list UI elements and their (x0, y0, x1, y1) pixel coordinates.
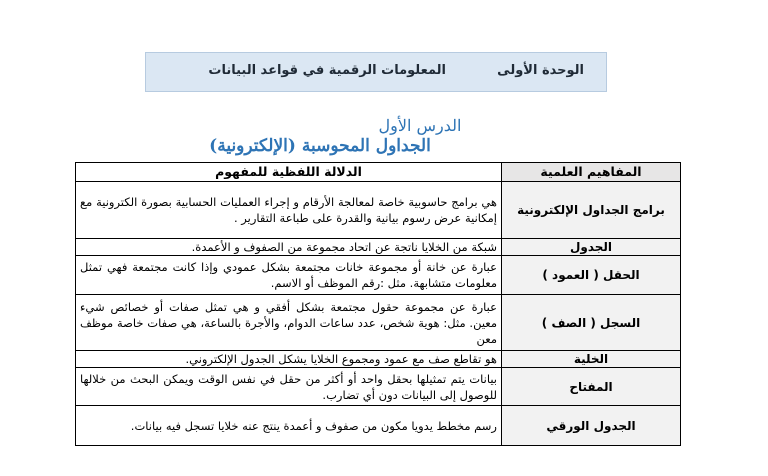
definition-cell: رسم مخطط يدويا مكون من صفوف و أعمدة ينتج عنه خلايا تسجل فيه بيانات. (76, 406, 502, 446)
lesson-number: الدرس الأول (378, 116, 462, 135)
table-row (76, 295, 681, 351)
term-cell: الخلية (502, 351, 681, 368)
unit-banner (145, 52, 607, 92)
header-meaning: الدلالة اللفظية للمفهوم (76, 163, 502, 182)
concepts-table (75, 162, 681, 446)
definition-cell: عبارة عن خانة أو مجموعة خانات مجتمعة بشكل عمودي وإذا كانت مجتمعة فهي تمثل معلومات متشابهة. مثل :رقم الموظف أو الاسم. (76, 256, 502, 295)
definition-cell: هو تقاطع صف مع عمود ومجموع الخلايا يشكل الجدول الإلكتروني. (76, 351, 502, 368)
term-cell: المفتاح (502, 368, 681, 406)
table-header-row (76, 163, 681, 182)
definition-cell: شبكة من الخلايا ناتجة عن اتحاد مجموعة من الصفوف و الأعمدة. (76, 239, 502, 256)
term-cell: الجدول (502, 239, 681, 256)
table-row (76, 182, 681, 239)
table-row (76, 239, 681, 256)
term-cell: الجدول الورقي (502, 406, 681, 446)
table-row (76, 351, 681, 368)
table-row (76, 256, 681, 295)
lesson-title: الجداول المحوسبة (الإلكترونية) (209, 136, 431, 156)
table-row (76, 368, 681, 406)
unit-label: الوحدة الأولى (497, 63, 584, 78)
term-cell: الحقل ( العمود ) (502, 256, 681, 295)
definition-cell: عبارة عن مجموعة حقول مجتمعة بشكل أفقي و هي تمثل صفات أو خصائص شيء معين. مثل: هوية شخص، عدد ساعات الدوام، والأجرة بالساعة، هي صفات خاصة موظف معن (76, 295, 502, 351)
term-cell: برامج الجداول الإلكترونية (502, 182, 681, 239)
unit-topic: المعلومات الرقمية في قواعد البيانات (208, 63, 446, 78)
definition-cell: هي برامج حاسوبية خاصة لمعالجة الأرقام و إجراء العمليات الحسابية بصورة الكترونية مع إمكانية عرض رسوم بيانية والقدرة على طباعة التقارير . (76, 182, 502, 239)
term-cell: السجل ( الصف ) (502, 295, 681, 351)
table-row (76, 406, 681, 446)
header-concept: المفاهيم العلمية (502, 163, 681, 182)
definition-cell: بيانات يتم تمثيلها بحقل واحد أو أكثر من حقل في نفس الوقت ويمكن البحث من خلالها للوصول إلى البيانات دون أي تضارب. (76, 368, 502, 406)
